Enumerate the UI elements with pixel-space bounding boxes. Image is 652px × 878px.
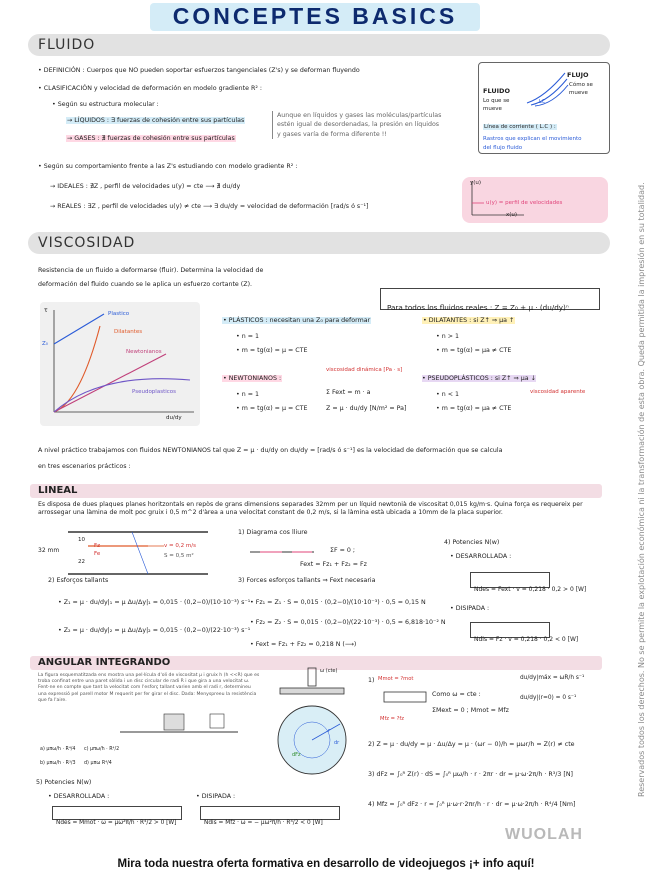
plates-top: 10 bbox=[78, 537, 85, 543]
disc-dr: dr bbox=[334, 740, 340, 746]
lo-que-se-mueve: Lo que se mueve bbox=[483, 98, 510, 113]
viscosidad-formula-box bbox=[380, 288, 600, 310]
plates-s: S = 0,5 m² bbox=[164, 553, 194, 559]
newtonianos-heading: • NEWTONIANOS : bbox=[223, 375, 282, 382]
angular-ndis-box bbox=[200, 806, 340, 826]
plates-gap: 32 mm bbox=[38, 547, 60, 554]
newtonianos-m: • m = tg(α) = μ = CTE bbox=[236, 405, 308, 412]
ndis-box bbox=[470, 622, 579, 643]
practico-1: A nivel práctico trabajamos con fluidos NEWTONIANOS tal que Z = μ · du/dy on du/dy = [rad/s ó s⁻¹] es la velocidad de deformación que se calcula bbox=[38, 447, 503, 454]
dilatantes-line bbox=[54, 326, 100, 412]
viscosidad-dinamica: viscosidad dinámica [Pa · s] bbox=[326, 367, 403, 373]
fz1-formula: • Fz₁ = Z₁ · S = 0,015 · (0,2−0)/(10·10⁻³) · 0,5 = 0,15 N bbox=[250, 599, 426, 606]
dilatantes-n: • n > 1 bbox=[436, 333, 459, 340]
angular-step3: 3) dFz = ∫₀ᴿ Z(r) · dS = ∫₀ᴿ μω/h · r · 2πr · dr = μ·ω·2π/h · R³/3 [N] bbox=[368, 771, 573, 778]
footer-ad-link[interactable]: Mira toda nuestra oferta formativa en desarrollo de videojuegos ¡+ info aquí! bbox=[117, 858, 535, 870]
series-dilatantes-label: Dilatantes bbox=[114, 329, 143, 335]
fluido-segun-estructura: • Según su estructura molecular : bbox=[52, 100, 159, 109]
fluido-aunque-note: Aunque en líquidos y gases las moléculas/partículas estén igual de desordenadas, la presión en líquidos y gases varía de forma diferente !! bbox=[272, 111, 441, 139]
fext-formula: • Fext = Fz₁ + Fz₂ = 0,218 N (⟶) bbox=[250, 641, 357, 648]
streamlines-icon bbox=[525, 67, 569, 107]
graph-ylabel: y(u) bbox=[470, 180, 482, 186]
fluido-definicion: • DEFINICIÓN : Cuerpos que NO pueden soportar esfuerzos tangenciales (Z's) y se deforman fluyendo bbox=[38, 66, 360, 75]
angular-ndes-box bbox=[52, 806, 182, 826]
newtonianos-n: • n = 1 bbox=[236, 391, 259, 398]
angular-thumb bbox=[38, 706, 260, 744]
disc-svg bbox=[270, 666, 360, 782]
angular-step2: 2) Z = μ · du/dy = μ · Δu/Δy = μ · (ωr − 0)/h = μωr/h = Z(r) ≠ cte bbox=[368, 741, 575, 748]
fz2-formula: • Fz₂ = Z₂ · S = 0,015 · (0,2−0)/(22·10⁻³) · 0,5 = 6,818·10⁻² N bbox=[250, 619, 446, 626]
page-title: CONCEPTES BASICS bbox=[150, 3, 480, 31]
shear-chart-svg bbox=[40, 302, 200, 426]
pseudo-heading: • PSEUDOPLÁSTICOS : si Z↑ ⇒ μa ↓ bbox=[422, 375, 536, 382]
torque-icon bbox=[380, 684, 430, 714]
angular-enunciado: La figura esquematitzada ens mostra una pel·lícula d'oli de viscositat μ i gruix h (h <<R) que es troba confinat entre una paret sòlida i un disc circular de radi R i que gira a una velocitat ω. Fent-ne en compte que tant la velocitat com l'esforç tallant varien amb el radi r, determineu una expressió pel parell motor M requerit per fer girar el disc. Dada: Menyspreeu la resistència que fa l'aire. bbox=[38, 673, 260, 703]
fluido-label: FLUIDO bbox=[483, 87, 510, 95]
pseudo-m: • m = tg(α) = μa ≠ CTE bbox=[436, 405, 512, 412]
angular-disipada: • DISIPADA : bbox=[196, 793, 236, 800]
pseudo-n: • n < 1 bbox=[436, 391, 459, 398]
ndes-formula: Ndes = Fext · v = 0,218 · 0,2 > 0 [W] bbox=[474, 586, 587, 593]
viscosidad-def-1: Resistencia de un fluido a deformarse (fluir). Determina la velocidad de bbox=[38, 267, 264, 274]
plasticos-heading: • PLÁSTICOS : necesitan una Z₀ para deformar bbox=[223, 317, 371, 324]
angular-step4: 4) Mfz = ∫₀ᴿ dFz · r = ∫₀ᴿ μ·ω·r·2πr/h · r · dr = μ·ω·2π/h · R⁴/4 [Nm] bbox=[368, 801, 576, 808]
plasticos-m: • m = tg(α) = μ = CTE bbox=[236, 347, 308, 354]
option-b: b) μπω/h · R³/3 bbox=[40, 761, 76, 766]
graph-legend: u(y) = perfil de velocidades bbox=[486, 200, 563, 206]
mfz-label: Mfz = ?fz bbox=[380, 716, 404, 722]
plates-fz: Fz bbox=[94, 543, 101, 549]
fluido-ideales: → IDEALES : ∄Z , perfil de velocidades u(y) = cte ⟶ ∄ du/dy bbox=[50, 183, 241, 190]
visc-aparente: viscosidad aparente bbox=[530, 389, 586, 395]
disc-omega: ω (cte) bbox=[320, 668, 338, 674]
lc-label: LC bbox=[539, 99, 546, 105]
flujo-label: FLUJO bbox=[567, 71, 589, 79]
option-c: c) μπω/h · R⁴/2 bbox=[84, 747, 120, 752]
forces-title: 3) Forces esforços tallants ⇒ Fext necesaria bbox=[238, 577, 376, 584]
viscosidad-formula: Para todos los fluidos reales : Z = Z₀ + μ · (du/dy)ⁿ bbox=[387, 303, 569, 312]
option-a: a) μπω/h · R⁴/4 bbox=[40, 747, 76, 752]
rastros: Rastros que explican el movimiento bbox=[483, 136, 582, 142]
section-fluido-heading: FLUIDO bbox=[28, 34, 610, 56]
linea-corriente: Línea de corriente ( L.C ) : bbox=[484, 124, 556, 130]
copyright-side-note: Reservados todos los derechos. No se permite la explotación económica ni la transformación de esta obra. Queda permitida la impresión en su totalidad. bbox=[637, 182, 646, 798]
plates-diagram bbox=[38, 528, 218, 578]
section-angular-heading: ANGULAR INTEGRANDO bbox=[30, 656, 602, 670]
fluido-clasificacion: • CLASIFICACIÓN y velocidad de deformación en modelo gradiente R² : bbox=[38, 84, 262, 93]
disc-r: r bbox=[328, 728, 331, 734]
ndis-formula: Ndis = Fz · v = 0,218 · 0,2 < 0 [W] bbox=[474, 636, 579, 643]
mmot-label: Mmot = ?mot bbox=[378, 676, 414, 682]
fluido-reales: → REALES : ∃Z , perfil de velocidades u(y) ≠ cte ⟶ ∃ du/dy = velocidad de deformación [rad/s ó s⁻¹] bbox=[50, 203, 369, 210]
angular-ndes-formula: Ndes = Mmot · ω = μω²π/h · R⁴/2 > 0 [W] bbox=[56, 820, 177, 826]
fluido-flujo-box bbox=[478, 62, 610, 154]
dcl-title: 1) Diagrama cos lliure bbox=[238, 529, 308, 536]
ndes-box bbox=[470, 572, 587, 593]
plates-v: v = 0,2 m/s bbox=[164, 543, 196, 549]
series-newtonianos-label: Newtonianos bbox=[126, 349, 162, 355]
newtonianos-line bbox=[54, 354, 166, 412]
dcl-fext: Fext = Fz₁ + Fz₂ = Fz bbox=[300, 561, 367, 568]
series-pseudoplasticos-label: Pseudoplasticos bbox=[132, 389, 177, 395]
del-flujo: del flujo fluido bbox=[483, 145, 523, 151]
dilatantes-heading: • DILATANTES : si Z↑ ⇒ μa ↑ bbox=[423, 317, 515, 324]
graph-xlabel: x(u) bbox=[506, 212, 518, 218]
chart-xlabel: du/dy bbox=[166, 415, 182, 421]
disipada-label: • DISIPADA : bbox=[450, 605, 490, 612]
velocity-profile-graph bbox=[462, 177, 608, 223]
plasticos-n: • n = 1 bbox=[236, 333, 259, 340]
section-viscosidad-heading: VISCOSIDAD bbox=[28, 232, 610, 254]
desarrollada-label: • DESARROLLADA : bbox=[450, 553, 512, 560]
fluido-comportamiento: • Según su comportamiento frente a las Z's estudiando con modelo gradiente R² : bbox=[38, 162, 297, 171]
chart-ylabel: τ bbox=[44, 307, 48, 314]
esfuerzos-title: 2) Esforços tallants bbox=[48, 577, 109, 584]
angular-step1: 1) bbox=[368, 677, 375, 684]
section-lineal-heading: LINEAL bbox=[30, 484, 602, 498]
potencias-title: 4) Potencies N(w) bbox=[444, 539, 500, 546]
option-d: d) μπω R⁴/4 bbox=[84, 761, 112, 766]
plates-fe: Fe bbox=[94, 551, 101, 557]
series-plastico-label: Plastico bbox=[108, 311, 130, 317]
angular-potencias-title: 5) Potencies N(w) bbox=[36, 779, 92, 786]
angular-thumb-svg bbox=[118, 706, 258, 740]
dilatantes-m: • m = tg(α) = μa ≠ CTE bbox=[436, 347, 512, 354]
wuolah-logo: WUOLAH bbox=[505, 826, 583, 843]
disc-dfz: dFz bbox=[292, 752, 301, 758]
z1-formula: • Z₁ = μ · du/dy|₁ = μ Δu/Δy|₁ = 0,015 · (0,2−0)/(10·10⁻³) s⁻¹ bbox=[58, 599, 251, 606]
sum-m: ΣMext = 0 ; Mmot = Mfz bbox=[432, 707, 509, 714]
fluido-liquidos: → LÍQUIDOS : ∃ fuerzas de cohesión entre sus partículas bbox=[67, 117, 245, 124]
como-se-mueve: Cómo se mueve bbox=[569, 82, 593, 97]
lineal-enunciado: Es disposa de dues plaques planes horitzontals en repòs de grans dimensions separades 32mm per un líquid newtonià de viscositat 0,015 kg/m·s. Quina força es requereix per arrossegar una làmina de molt poc gruix i 0,5 m^2 d'àrea a una velocitat constant de 0,2 m/s, si la làmina està ubicada a 10mm de la placa superior. bbox=[38, 501, 583, 517]
plates-bottom: 22 bbox=[78, 559, 85, 565]
angular-desarrollada: • DESARROLLADA : bbox=[48, 793, 110, 800]
fluido-gases: → GASES : ∄ fuerzas de cohesión entre sus partículas bbox=[67, 135, 235, 142]
frac-max: du/dy|máx = ωR/h s⁻¹ bbox=[520, 675, 585, 681]
viscosidad-def-2: deformación del fluido cuando se le aplica un esfuerzo cortante (Z). bbox=[38, 281, 253, 288]
plates-svg bbox=[68, 528, 218, 578]
dcl-sum: ΣF = 0 ; bbox=[330, 547, 356, 554]
chart-tau0: Z₀ bbox=[42, 341, 48, 347]
disc-diagram bbox=[270, 666, 360, 782]
practico-2: en tres escenarios prácticos : bbox=[38, 463, 131, 470]
newtonianos-f2: Z = μ · du/dy [N/m² = Pa] bbox=[326, 405, 407, 412]
angular-ndis-formula: Ndis = Mfz · ω = − μω²π/h · R⁴/2 < 0 [W] bbox=[204, 820, 323, 826]
shear-chart bbox=[40, 302, 200, 426]
como-w: Como ω = cte : bbox=[432, 691, 481, 698]
frac-zero: du/dy|(r=0) = 0 s⁻¹ bbox=[520, 695, 577, 701]
z2-formula: • Z₂ = μ · du/dy|₂ = μ Δu/Δy|₂ = 0,015 · (0,2−0)/(22·10⁻³) s⁻¹ bbox=[58, 627, 251, 634]
newtonianos-f1: Σ Fext = m · a bbox=[326, 389, 371, 396]
